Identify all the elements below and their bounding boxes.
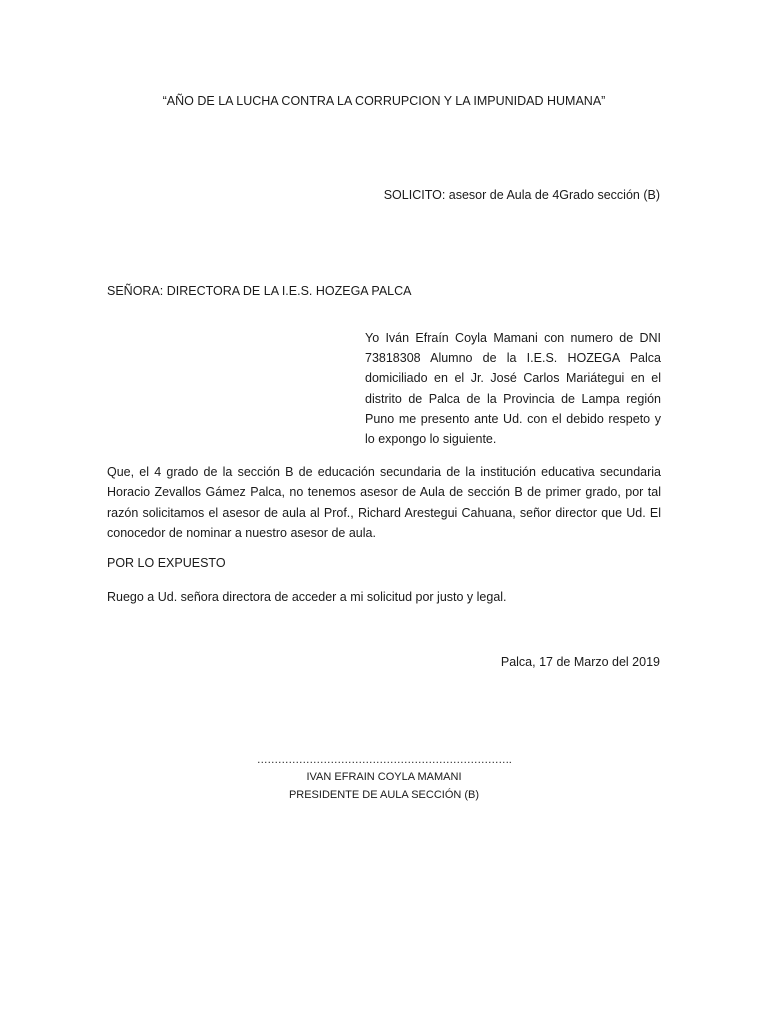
request-subject: SOLICITO: asesor de Aula de 4Grado sección (B): [383, 188, 660, 202]
closing-request: Ruego a Ud. señora directora de acceder a mi solicitud por justo y legal.: [107, 590, 507, 604]
signature-line: ……………………………………………………………….: [256, 754, 512, 766]
signer-name: IVAN EFRAIN COYLA MAMANI: [306, 771, 462, 783]
addressee: SEÑORA: DIRECTORA DE LA I.E.S. HOZEGA PALCA: [107, 284, 412, 298]
body-paragraph: Que, el 4 grado de la sección B de educación secundaria de la institución educativa secundaria Horacio Zevallos Gámez Palca, no tenemos asesor de Aula de sección B de primer grado, por tal razón solicitamos el asesor de aula al Prof., Richard Arestegui Cahuana, señor director que Ud. El conocedor de nominar a nuestro asesor de aula.: [107, 465, 661, 541]
por-lo-expuesto: POR LO EXPUESTO: [107, 556, 226, 570]
intro-paragraph: Yo Iván Efraín Coyla Mamani con numero de DNI 73818308 Alumno de la I.E.S. HOZEGA Palca domiciliado en el Jr. José Carlos Mariátegui en el distrito de Palca de la Provincia de Lampa región Puno me presento ante Ud. con el debido respeto y lo expongo lo siguiente.: [365, 331, 661, 447]
signer-title: PRESIDENTE DE AULA SECCIÓN (B): [288, 789, 480, 801]
year-motto: “AÑO DE LA LUCHA CONTRA LA CORRUPCION Y LA IMPUNIDAD HUMANA”: [162, 94, 606, 108]
place-date: Palca, 17 de Marzo del 2019: [500, 655, 660, 669]
